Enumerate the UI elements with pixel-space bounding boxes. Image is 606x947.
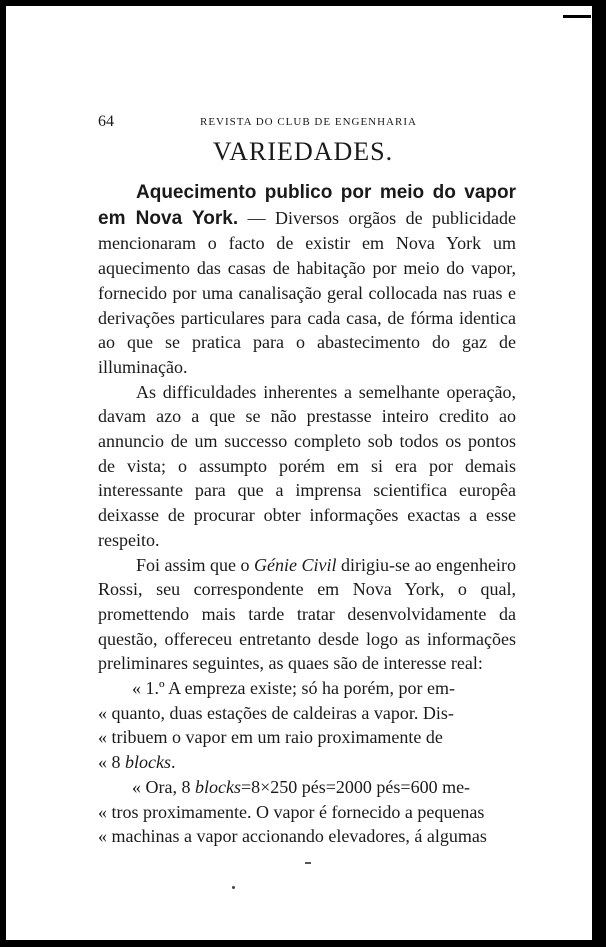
paragraph-2: As difficuldades inherentes a semelhante operação, davam azo a que se não prestasse inteiro credito ao annuncio de um successo completo sob todos os pontos de vista; o assumpto porém em si era por demais interessante para que a imprensa scientifica europêa deixasse de procurar obter informações exactas a esse respeito. (98, 381, 516, 550)
quote-text: « 8 (98, 752, 125, 773)
section-title: VARIEDADES. (212, 137, 394, 166)
paragraph-1-text: — Diversos orgãos de publicidade mencionaram o facto de existir em Nova York um aquecimento das casas de habitação por meio do vapor, fornecido por uma canalisação geral collocada nas ruas e derivações particulares para cada casa, de fórma identica ao que se pratica para o abastecimento do gaz de illuminação. (98, 207, 516, 377)
quote-line: « 1.º A empreza existe; só ha porém, por em- (132, 678, 455, 699)
article-title: Aquecimento publico por meio do vapor em Nova York. (98, 182, 516, 229)
journal-name: Génie Civil (254, 554, 337, 575)
quote-line: « tribuem o vapor em um raio proximamente de (98, 727, 443, 748)
quote-line (98, 775, 516, 800)
running-head: REVISTA DO CLUB DE ENGENHARIA (200, 116, 417, 128)
quote-text: . (170, 752, 176, 773)
article-body (98, 180, 516, 849)
quote-line: « quanto, duas estações de caldeiras a vapor. Dis- (98, 702, 454, 723)
scan-border-bottom (0, 940, 606, 947)
paragraph-3-text-a: Foi assim que o (136, 554, 255, 575)
page-header (98, 113, 518, 137)
scan-corner-mark (563, 15, 591, 18)
quote-text: =8×250 pés=2000 pés=600 me- (240, 776, 471, 797)
quote-line: « tros proximamente. O vapor é fornecido a pequenas (98, 801, 485, 822)
paragraph-3-text-b: dirigiu-se ao engenheiro Rossi, seu correspondente em Nova York, o qual, promettendo mais tarde tratar desenvolvidamente da questão, offereceu entretanto desde logo as informações preliminares seguintes, as quaes são de interesse real: (98, 554, 516, 674)
paragraph-3 (98, 553, 516, 677)
page-number: 64 (98, 113, 114, 130)
print-artifact (232, 886, 235, 889)
quote-text: « Ora, 8 (132, 776, 195, 797)
quote-line: « machinas a vapor accionando elevadores, á algumas (98, 826, 487, 847)
scan-border-top (0, 0, 606, 6)
paragraph-1 (98, 180, 516, 380)
quote-italic: blocks (194, 776, 241, 797)
print-artifact (305, 862, 311, 864)
quote-italic: blocks (125, 752, 171, 773)
quote-line (98, 750, 516, 775)
